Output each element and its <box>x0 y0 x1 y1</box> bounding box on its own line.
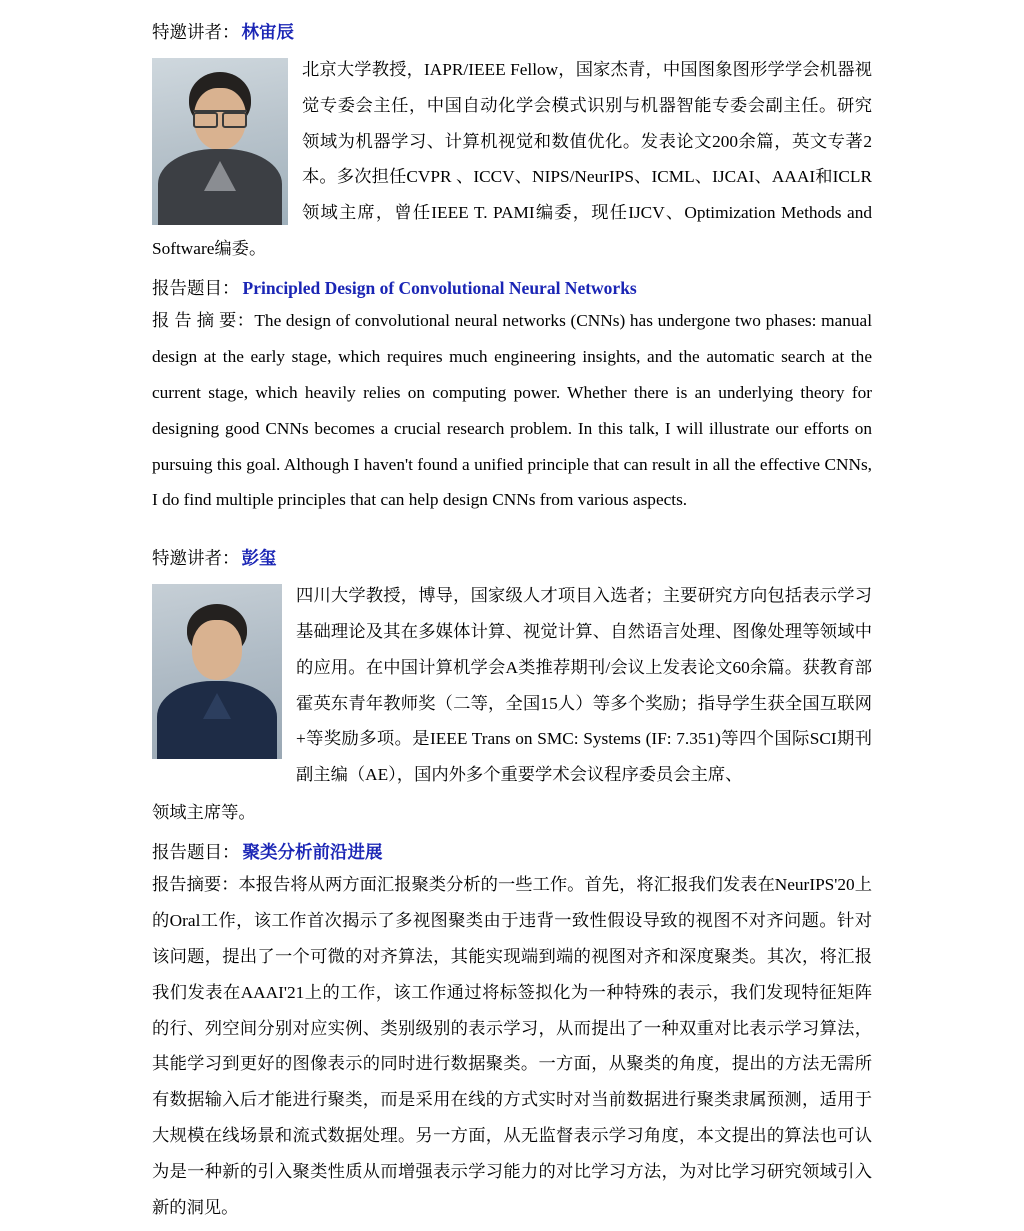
talk-title-value-1: Principled Design of Convolutional Neural Networks <box>242 277 637 298</box>
talk-abstract-1 <box>152 303 872 518</box>
talk-abstract-label-1: 报 告 摘 要： <box>152 311 255 331</box>
talk-abstract-text-1: The design of convolutional neural networks (CNNs) has undergone two phases: manual design at the early stage, which requires much engineering insights, and the automatic search at the current stage, which heavily relies on computing power. Whether there is an underlying theory for designing good CNNs becomes a crucial research problem. In this talk, I will illustrate our efforts on pursuing this goal. Although I haven't found a unified principle that can result in all the effective CNNs, I do find multiple principles that can help design CNNs from various aspects. <box>152 311 873 510</box>
talk-abstract-2 <box>152 867 872 1225</box>
speaker-bio-tail-2: 领域主席等。 <box>152 802 256 822</box>
speaker-heading-1 <box>152 18 872 46</box>
talk-title-line-2 <box>152 837 872 868</box>
speaker-name-2: 彭玺 <box>241 548 277 569</box>
speaker-heading-2 <box>152 544 872 572</box>
speaker-photo-1 <box>152 58 288 225</box>
speaker-bio-block-1 <box>152 52 872 267</box>
talk-title-label-2: 报告题目： <box>152 841 240 862</box>
talk-title-label-1: 报告题目： <box>152 277 240 298</box>
section-spacer <box>152 518 872 544</box>
document-content <box>152 18 872 1225</box>
talk-abstract-label-2: 报告摘要： <box>152 875 239 895</box>
speaker-name-1: 林宙辰 <box>241 22 294 42</box>
speaker-label-2: 特邀讲者： <box>152 548 240 569</box>
portrait-glasses-icon <box>193 110 247 126</box>
speaker-label-1: 特邀讲者： <box>152 22 240 42</box>
speaker-photo-2 <box>152 584 282 759</box>
talk-title-value-2: 聚类分析前沿进展 <box>242 841 383 862</box>
talk-abstract-text-2: 本报告将从两方面汇报聚类分析的一些工作。首先，将汇报我们发表在NeurIPS'20上的Oral工作，该工作首次揭示了多视图聚类由于违背一致性假设导致的视图不对齐问题。针对该问题，提出了一个可微的对齐算法，其能实现端到端的视图对齐和深度聚类。其次，将汇报我们发表在AAAI'21上的工作，该工作通过将标签拟化为一种特殊的表示，我们发现特征矩阵的行、列空间分别对应实例、类别级别的表示学习，从而提出了一种双重对比表示学习算法，其能学习到更好的图像表示的同时进行数据聚类。一方面，从聚类的角度，提出的方法无需所有数据输入后才能进行聚类，而是采用在线的方式实时对当前数据进行聚类隶属预测，适用于大规模在线场景和流式数据处理。另一方面，从无监督表示学习角度，本文提出的算法也可认为是一种新的引入聚类性质从而增强表示学习能力的对比学习方法，为对比学习研究领域引入新的洞见。 <box>152 875 872 1217</box>
speaker-bio-block-2 <box>152 578 872 793</box>
talk-title-line-1 <box>152 273 872 304</box>
speaker-bio-text-2: 四川大学教授，博导，国家级人才项目入选者；主要研究方向包括表示学习基础理论及其在多媒体计算、视觉计算、自然语言处理、图像处理等领域中的应用。在中国计算机学会A类推荐期刊/会议上发表论文60余篇。获教育部霍英东青年教师奖（二等，全国15人）等多个奖励；指导学生获全国互联网+等奖励多项。是IEEE Trans on SMC: Systems (IF: 7.351)等四个国际SCI期刊副主编（AE），国内外多个重要学术会议程序委员会主席、 <box>296 586 872 785</box>
portrait-collar-icon <box>203 693 231 719</box>
speaker-bio-text-1: 北京大学教授，IAPR/IEEE Fellow，国家杰青，中国图象图形学学会机器视觉专委会主任，中国自动化学会模式识别与机器智能专委会副主任。研究领域为机器学习、计算机视觉和数值优化。发表论文200余篇，英文专著2本。多次担任CVPR 、ICCV、NIPS/NeurIPS、ICML、IJCAI、AAAI和ICLR领域主席，曾任IEEE T. PAMI编委，现任IJCV、Optimization Methods and Software编委。 <box>152 60 872 258</box>
portrait-collar-icon <box>204 161 236 191</box>
portrait-face-icon <box>192 620 242 680</box>
